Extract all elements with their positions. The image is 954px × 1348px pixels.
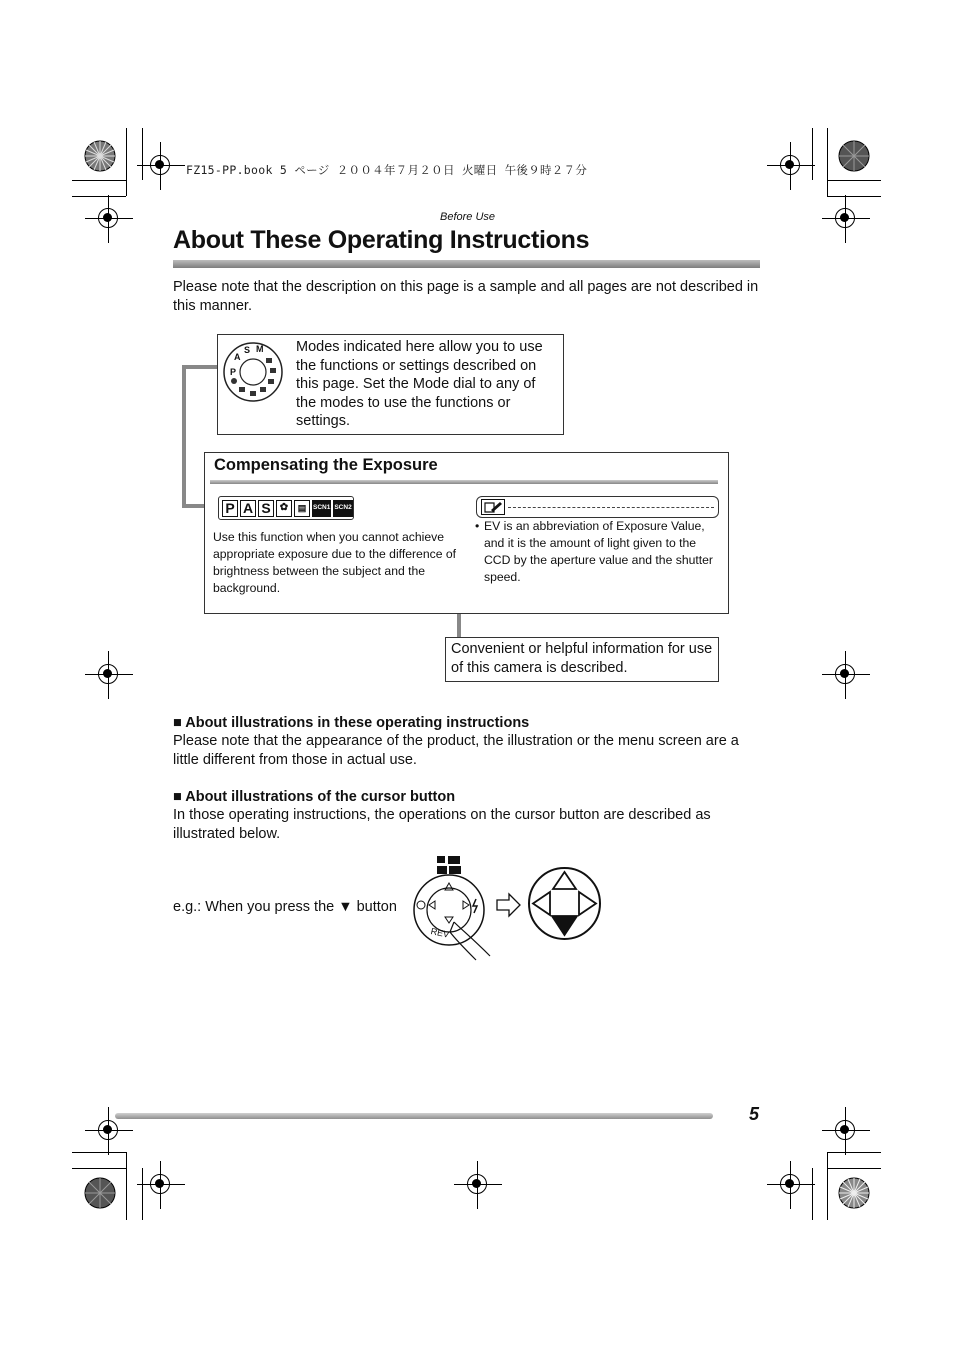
registration-mark-icon <box>780 1174 800 1194</box>
registration-mark-icon <box>98 664 118 684</box>
mode-callout-text: Modes indicated here allow you to use the functions or settings described on this page. Set the Mode dial to any of the modes to use the functions or settings. <box>296 339 543 430</box>
note-icon <box>481 499 505 515</box>
dial-label-p: P <box>230 367 237 377</box>
dial-label-m: M <box>256 344 264 354</box>
dial-label-s: S <box>244 345 251 355</box>
rev-label: REV <box>429 926 450 940</box>
registration-mark-icon <box>98 208 118 228</box>
page-title: About These Operating Instructions <box>173 226 590 254</box>
mode-s-icon: S <box>258 500 274 517</box>
tip-callout-text: Convenient or helpful information for use of this camera is described. <box>451 641 713 676</box>
sample-title: Compensating the Exposure <box>214 456 438 474</box>
note-body: EV is an abbreviation of Exposure Value, and it is the amount of light given to the CCD by the aperture value and the shutter speed. <box>484 519 713 584</box>
print-header: FZ15-PP.book 5 ページ ２００４年７月２０日 火曜日 午後９時２７分 <box>186 163 588 177</box>
camera-cursor-button-illustration <box>410 852 495 964</box>
mode-scn2-icon: SCN2 <box>333 500 352 517</box>
registration-mark-icon <box>835 208 855 228</box>
dial-label-a: A <box>234 352 241 362</box>
color-wheel-mark-icon <box>83 139 117 173</box>
registration-mark-icon <box>150 155 170 175</box>
motion-picture-icon: ▤ <box>294 500 310 517</box>
section-body-illustrations: Please note that the appearance of the product, the illustration or the menu screen are a little different from those in actual use. <box>173 733 739 768</box>
footer-rule <box>115 1113 713 1119</box>
sample-description: Use this function when you cannot achieve appropriate exposure due to the difference of brightness between the subject and the background. <box>213 530 457 595</box>
note-dash-line <box>508 507 714 508</box>
registration-mark-icon <box>835 664 855 684</box>
section-body-cursor: In those operating instructions, the operations on the cursor button are described as illustrated below. <box>173 807 711 842</box>
connector-line <box>182 365 218 369</box>
section-label: Before Use <box>440 211 496 223</box>
mode-dial-icon <box>222 341 284 403</box>
note-bullet: • <box>475 519 480 533</box>
cursor-down-pressed-icon <box>527 866 602 941</box>
sample-rule <box>210 480 718 484</box>
mode-icons-strip <box>218 496 354 520</box>
mode-scn1-icon: SCN1 <box>312 500 331 517</box>
color-wheel-mark-icon <box>83 1176 117 1210</box>
intro-paragraph: Please note that the description on this page is a sample and all pages are not described in this manner. <box>173 279 759 314</box>
mode-a-icon: A <box>240 500 256 517</box>
note-text <box>475 518 719 586</box>
color-wheel-mark-icon <box>837 1176 871 1210</box>
page-number: 5 <box>749 1104 760 1124</box>
registration-mark-icon <box>780 155 800 175</box>
registration-mark-icon <box>467 1174 487 1194</box>
registration-mark-icon <box>835 1120 855 1140</box>
section-heading-cursor: ■ About illustrations of the cursor button <box>173 789 456 805</box>
registration-mark-icon <box>98 1120 118 1140</box>
title-rule <box>173 260 760 268</box>
example-text: e.g.: When you press the ▼ button <box>173 899 397 915</box>
registration-mark-icon <box>150 1174 170 1194</box>
mode-p-icon: P <box>222 500 238 517</box>
macro-icon: ✿ <box>276 500 292 517</box>
section-heading-illustrations: ■ About illustrations in these operating instructions <box>173 715 530 731</box>
color-wheel-mark-icon <box>837 139 871 173</box>
connector-line <box>182 365 186 508</box>
outline-arrow-right-icon <box>496 892 522 918</box>
